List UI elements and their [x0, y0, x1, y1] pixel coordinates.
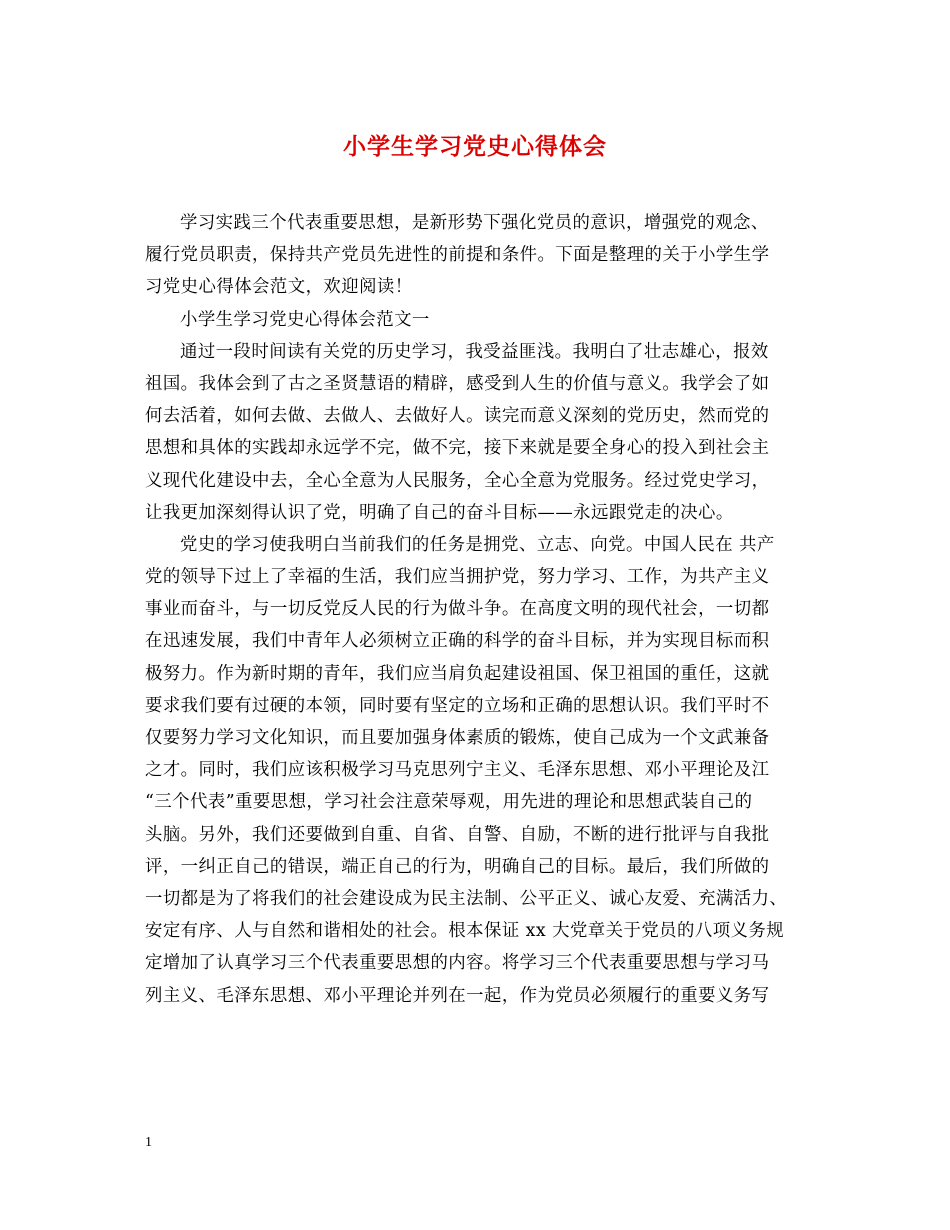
body-line: 何去活着，如何去做、去做人、去做好人。读完而意义深刻的党历史，然而党的: [145, 406, 770, 427]
body-line: 党史的学习使我明白当前我们的任务是拥党、立志、向党。中国人民在 共产: [180, 534, 775, 555]
page-number: 1: [145, 1135, 152, 1150]
body-line: 要求我们要有过硬的本领，同时要有坚定的立场和正确的思想认识。我们平时不: [145, 695, 770, 716]
body-line: 一切都是为了将我们的社会建设成为民主法制、公平正义、诚心友爱、充满活力、: [145, 888, 788, 909]
document-title: 小学生学习党史心得体会: [343, 133, 607, 160]
body-line: “三个代表”重要思想，学习社会注意荣辱观，用先进的理论和思想武装自己的: [145, 792, 753, 813]
body-line: 思想和具体的实践却永远学不完，做不完，接下来就是要全身心的投入到社会主: [145, 438, 770, 459]
body-line: 安定有序、人与自然和谐相处的社会。根本保证 xx 大党章关于党员的八项义务规: [145, 921, 785, 942]
body-line: 仅要努力学习文化知识，而且要加强身体素质的锻炼，使自己成为一个文武兼备: [145, 728, 770, 748]
body-line: 小学生学习党史心得体会范文一: [180, 309, 430, 330]
body-line: 让我更加深刻得认识了党，明确了自己的奋斗目标——永远跟党走的决心。: [145, 502, 734, 523]
body-line: 义现代化建设中去，全心全意为人民服务，全心全意为党服务。经过党史学习，: [145, 470, 770, 491]
body-line: 习党史心得体会范文，欢迎阅读！: [145, 277, 413, 298]
body-line: 定增加了认真学习三个代表重要思想的内容。将学习三个代表重要思想与学习马: [145, 953, 770, 974]
body-line: 头脑。另外，我们还要做到自重、自省、自警、自励，不断的进行批评与自我批: [145, 824, 770, 845]
body-line: 极努力。作为新时期的青年，我们应当肩负起建设祖国、保卫祖国的重任，这就: [145, 663, 770, 684]
body-line: 通过一段时间读有关党的历史学习，我受益匪浅。我明白了壮志雄心，报效: [180, 341, 769, 362]
body-line: 祖国。我体会到了古之圣贤慧语的精辟，感受到人生的价值与意义。我学会了如: [145, 373, 770, 394]
body-line: 在迅速发展，我们中青年人必须树立正确的科学的奋斗目标，并为实现目标而积: [145, 631, 770, 652]
body-line: 事业而奋斗，与一切反党反人民的行为做斗争。在高度文明的现代社会，一切都: [145, 599, 770, 620]
body-line: 履行党员职责，保持共产党员先进性的前提和条件。下面是整理的关于小学生学: [145, 245, 770, 266]
body-line: 党的领导下过上了幸福的生活，我们应当拥护党，努力学习、工作，为共产主义: [145, 567, 770, 588]
body-line: 评，一纠正自己的错误，端正自己的行为，明确自己的目标。最后，我们所做的: [145, 856, 770, 877]
body-line: 列主义、毛泽东思想、邓小平理论并列在一起，作为党员必须履行的重要义务写: [145, 985, 770, 1006]
document-body: [145, 207, 835, 1012]
body-line: 之才。同时，我们应该积极学习马克思列宁主义、毛泽东思想、邓小平理论及江: [145, 760, 770, 781]
body-line: 学习实践三个代表重要思想，是新形势下强化党员的意识，增强党的观念、: [180, 213, 769, 233]
